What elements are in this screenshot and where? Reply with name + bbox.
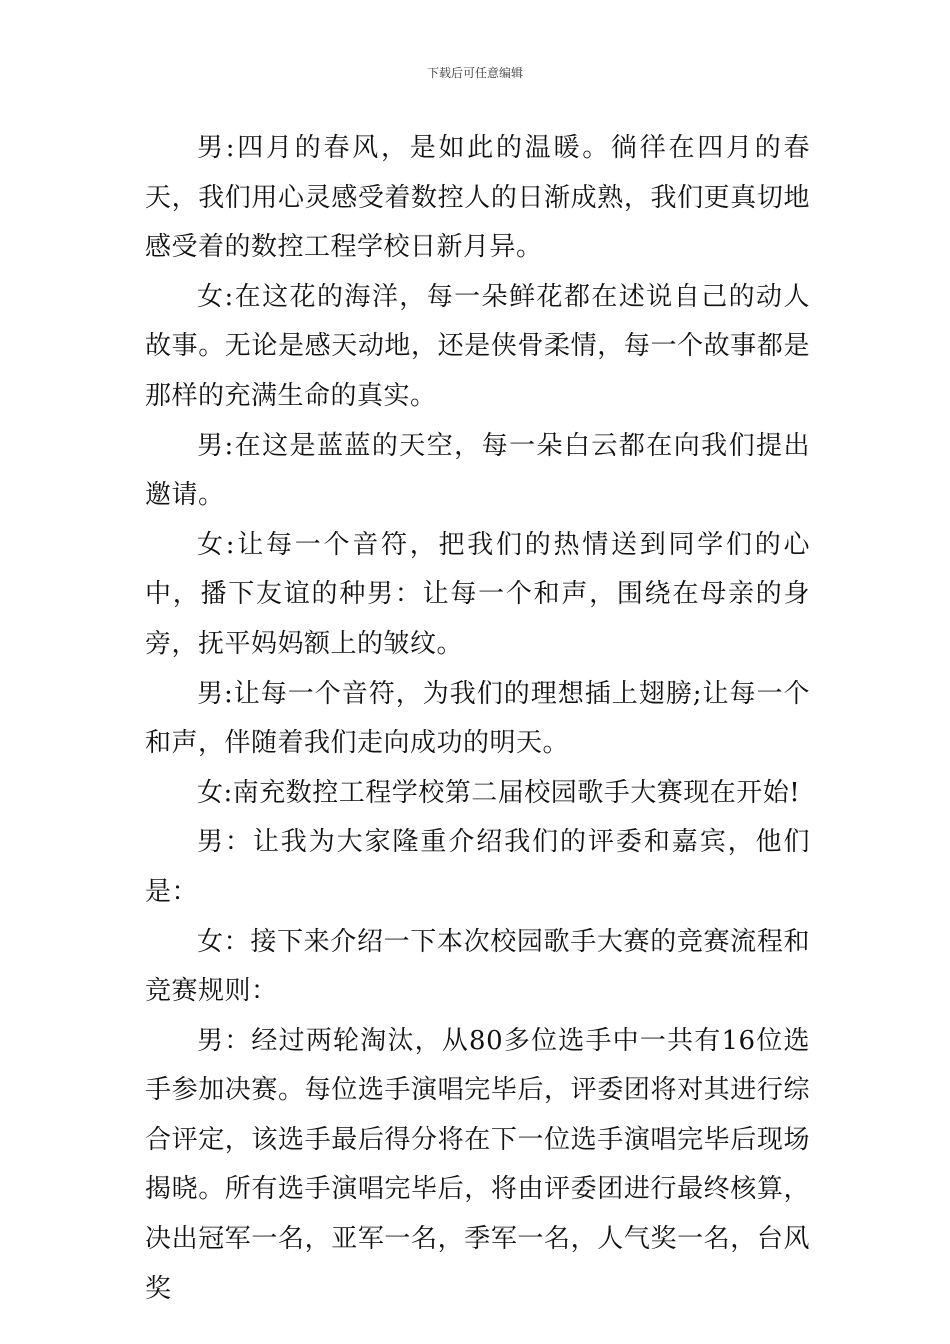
paragraph-3: 男:在这是蓝蓝的天空，每一朵白云都在向我们提出邀请。 bbox=[145, 430, 810, 511]
paragraph-2: 女:在这花的海洋，每一朵鲜花都在述说自己的动人故事。无论是感天动地，还是侠骨柔情，每一个故事都是那样的充满生命的真实。 bbox=[145, 281, 810, 411]
document-body bbox=[145, 124, 810, 1314]
paragraph-1: 男:四月的春风，是如此的温暖。徜徉在四月的春天，我们用心灵感受着数控人的日渐成熟，我们更真切地感受着的数控工程学校日新月异。 bbox=[145, 133, 810, 263]
paragraph-5: 男:让每一个音符，为我们的理想插上翅膀;让每一个和声，伴随着我们走向成功的明天。 bbox=[145, 678, 810, 759]
paragraph-4: 女:让每一个音符，把我们的热情送到同学们的心中，播下友谊的种男：让每一个和声，围绕在母亲的身旁，抚平妈妈额上的皱纹。 bbox=[145, 529, 810, 659]
paragraph-7: 男：让我为大家隆重介绍我们的评委和嘉宾，他们是： bbox=[145, 827, 810, 907]
page-header: 下载后可任意编辑 bbox=[426, 66, 523, 80]
paragraph-9: 男：经过两轮淘汰，从80多位选手中一共有16位选手参加决赛。每位选手演唱完毕后，评委团将对其进行综合评定，该选手最后得分将在下一位选手演唱完毕后现场揭晓。所有选手演唱完毕后，将由评委团进行最终核算，决出冠军一名，亚军一名，季军一名，人气奖一名，台风奖 bbox=[145, 1025, 810, 1304]
paragraph-8: 女：接下来介绍一下本次校园歌手大赛的竞赛流程和竞赛规则： bbox=[145, 926, 810, 1007]
paragraph-6: 女:南充数控工程学校第二届校园歌手大赛现在开始! bbox=[197, 777, 801, 808]
